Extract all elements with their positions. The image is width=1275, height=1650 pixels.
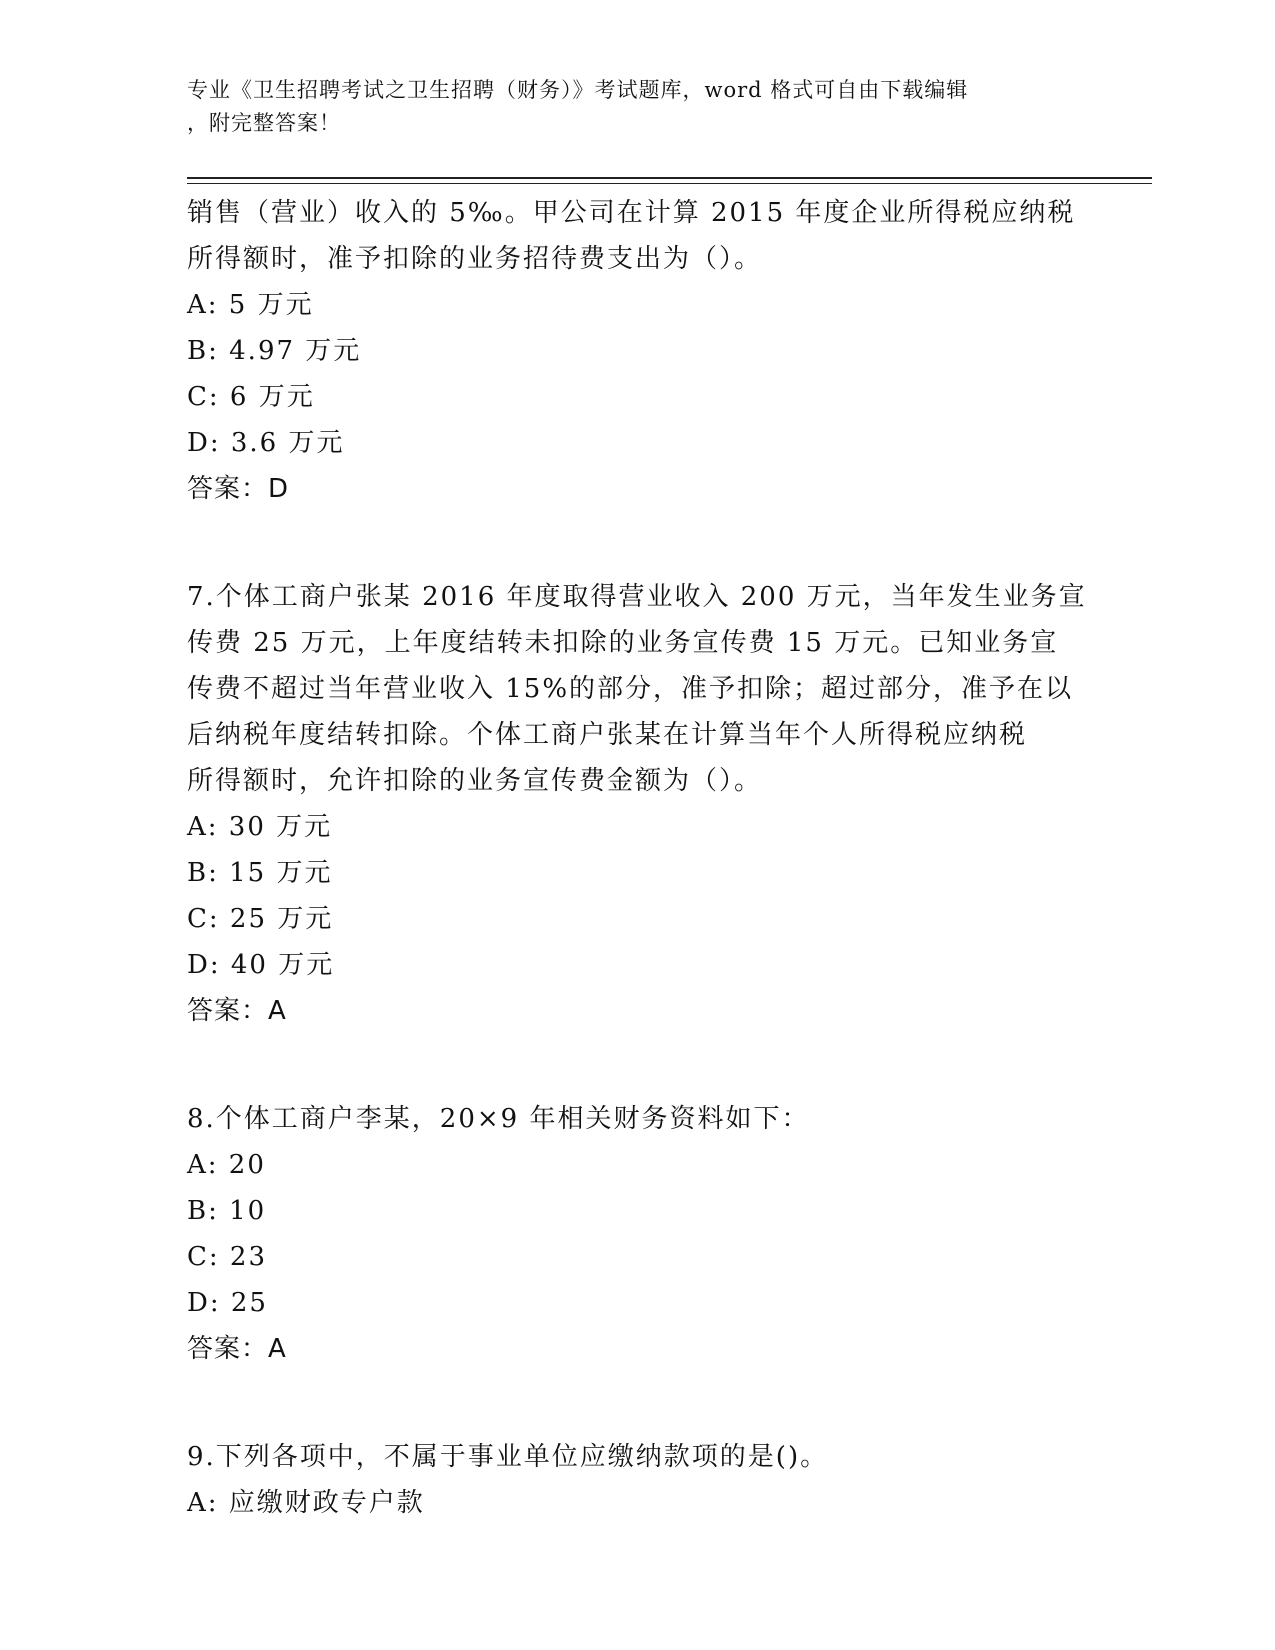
header-title-line: 专业《卫生招聘考试之卫生招聘（财务）》考试题库，word 格式可自由下载编辑 (187, 78, 969, 102)
question-7-text-line-3: 传费不超过当年营业收入 15%的部分，准予扣除；超过部分，准予在以 (187, 674, 1074, 704)
question-9-option-a: A: 应缴财政专户款 (187, 1488, 425, 1518)
question-6-answer: 答案：D (187, 474, 290, 504)
question-7-option-d: D: 40 万元 (187, 950, 335, 980)
question-6-option-a: A: 5 万元 (187, 290, 314, 320)
header-rule-thick (187, 177, 1152, 179)
question-spacer (187, 1372, 1087, 1434)
question-6-option-b: B: 4.97 万元 (187, 336, 362, 366)
question-7-answer: 答案：A (187, 996, 287, 1026)
question-8-option-d: D: 25 (187, 1288, 268, 1318)
header-subtitle-line: ，附完整答案！ (187, 111, 341, 135)
question-8-text: 8.个体工商户李某，20×9 年相关财务资料如下： (187, 1104, 810, 1134)
document-header (187, 74, 1067, 140)
question-6-text-line-1: 销售（营业）收入的 5‰。甲公司在计算 2015 年度企业所得税应纳税 (187, 198, 1076, 228)
question-8 (187, 1096, 1087, 1372)
question-6-option-d: D: 3.6 万元 (187, 428, 345, 458)
question-6 (187, 190, 1087, 512)
question-8-option-c: C: 23 (187, 1242, 268, 1272)
question-6-text-line-2: 所得额时，准予扣除的业务招待费支出为（）。 (187, 244, 763, 274)
question-7-option-a: A: 30 万元 (187, 812, 333, 842)
question-7-text-line-4: 后纳税年度结转扣除。个体工商户张某在计算当年个人所得税应纳税 (187, 720, 1028, 750)
question-8-option-a: A: 20 (187, 1150, 266, 1180)
question-6-option-c: C: 6 万元 (187, 382, 315, 412)
question-8-option-b: B: 10 (187, 1196, 267, 1226)
question-7-text-line-1: 7.个体工商户张某 2016 年度取得营业收入 200 万元，当年发生业务宣 (187, 582, 1087, 612)
question-content (187, 190, 1087, 1526)
question-8-answer: 答案：A (187, 1334, 287, 1364)
question-7 (187, 574, 1087, 1034)
question-9-text: 9.下列各项中，不属于事业单位应缴纳款项的是()。 (187, 1442, 829, 1472)
question-spacer (187, 1034, 1087, 1096)
question-spacer (187, 512, 1087, 574)
question-7-option-b: B: 15 万元 (187, 858, 333, 888)
question-9 (187, 1434, 1087, 1526)
question-7-text-line-5: 所得额时，允许扣除的业务宣传费金额为（）。 (187, 766, 763, 796)
question-7-option-c: C: 25 万元 (187, 904, 334, 934)
header-rule-thin (187, 183, 1152, 184)
question-7-text-line-2: 传费 25 万元，上年度结转未扣除的业务宣传费 15 万元。已知业务宣 (187, 628, 1059, 658)
